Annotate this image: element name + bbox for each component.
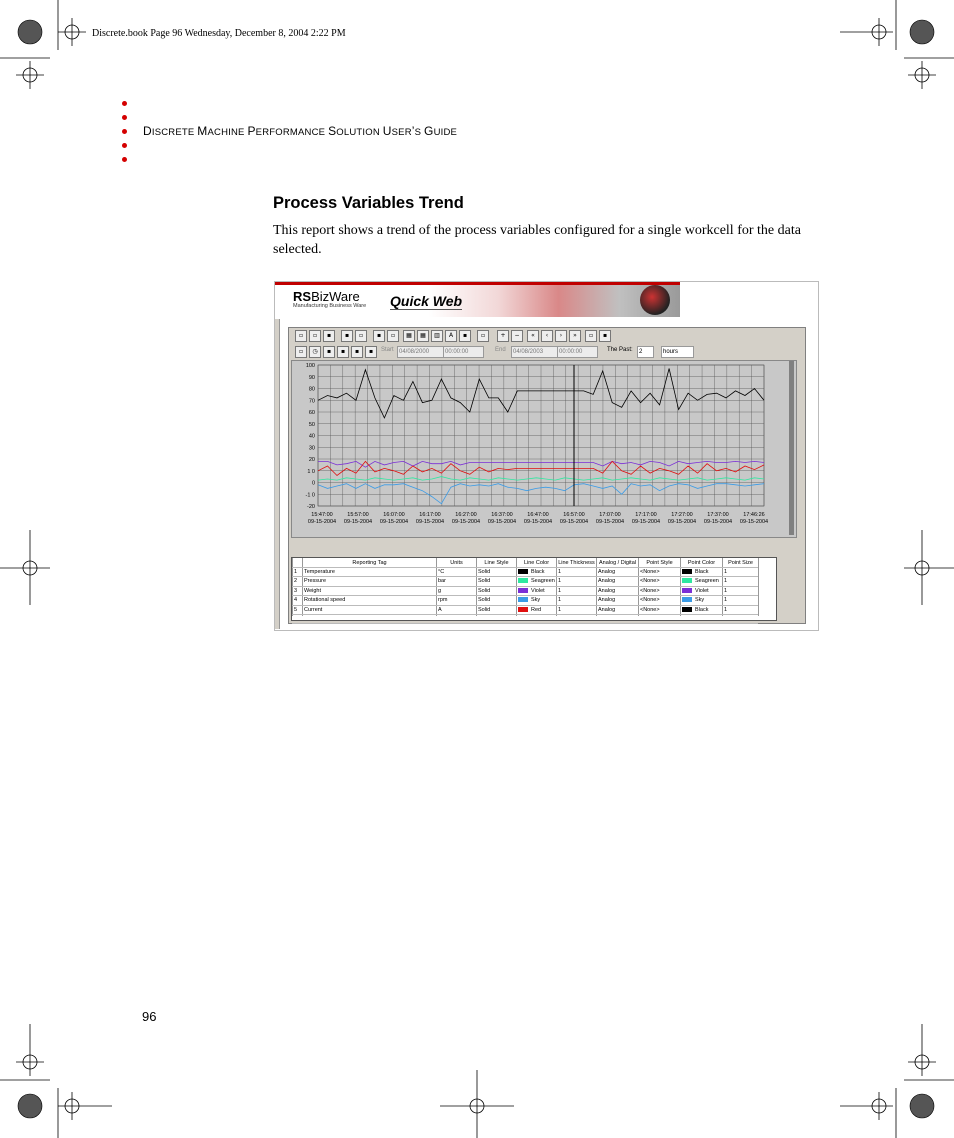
- point-color-select[interactable]: [682, 577, 721, 586]
- x-tick-date: 09-15-2004: [451, 519, 481, 525]
- x-tick-date: 09-15-2004: [415, 519, 445, 525]
- grid-header-cell: Line Thickness: [558, 560, 595, 566]
- color-name: Sky: [695, 597, 705, 604]
- cursor-icon[interactable]: ▫: [585, 330, 597, 342]
- grid-cell-psize: 1: [724, 587, 728, 594]
- x-tick-time: 16:47:00: [527, 512, 549, 518]
- point-color-select[interactable]: [682, 596, 721, 605]
- color-name: Black: [695, 569, 709, 575]
- color-swatch: [518, 578, 528, 583]
- grid-cell-units: g: [438, 587, 442, 594]
- left-frame-edge: [275, 319, 280, 629]
- chart-area: [291, 360, 797, 538]
- x-tick-date: 09-15-2004: [739, 519, 769, 525]
- margin-bullet: [122, 143, 127, 148]
- prev-icon[interactable]: ‹: [541, 330, 553, 342]
- x-tick-date: 09-15-2004: [379, 519, 409, 525]
- refresh-icon[interactable]: ▫: [295, 346, 307, 358]
- grid-cell-style: Solid: [478, 606, 491, 613]
- y-tick-label: 1 0: [307, 468, 315, 475]
- running-head-part: SER: [391, 127, 412, 138]
- grid-cell-units: rpm: [438, 597, 448, 604]
- margin-bullet: [122, 129, 127, 134]
- tag-grid: [291, 557, 777, 621]
- grid-cell-thick: 1: [558, 597, 562, 604]
- color-swatch: [682, 597, 692, 602]
- grid-cell-ad: Analog: [598, 578, 616, 585]
- color-swatch: [518, 597, 528, 602]
- color-swatch: [682, 578, 692, 583]
- table-icon[interactable]: ▦: [403, 330, 415, 342]
- point-color-select[interactable]: [682, 606, 721, 615]
- section-title: Process Variables Trend: [273, 194, 464, 212]
- color-name: Red: [531, 606, 542, 613]
- x-tick-date: 09-15-2004: [667, 519, 697, 525]
- zoom-out-icon[interactable]: −: [511, 330, 523, 342]
- logo-subtitle: Manufacturing Business Ware: [293, 303, 367, 309]
- x-tick-time: 16:27:00: [455, 512, 477, 518]
- grid-header-cell: Analog / Digital: [599, 560, 636, 566]
- x-tick-date: 09-15-2004: [307, 519, 337, 525]
- grid-cell-n: 2: [294, 578, 298, 585]
- x-tick-date: 09-15-2004: [703, 519, 733, 525]
- grid-cell-pstyle: <None>: [640, 569, 660, 575]
- toolbar-time: [291, 344, 801, 359]
- line-color-select[interactable]: [518, 596, 555, 605]
- report-screenshot: [274, 281, 819, 631]
- banner: [275, 282, 680, 317]
- end-label: End: [495, 347, 506, 353]
- grid-cell-style: Solid: [478, 587, 491, 594]
- color-swatch: [518, 569, 528, 574]
- y-tick-label: -20: [307, 504, 315, 510]
- running-head-part: ACHINE: [207, 127, 248, 138]
- end-date-field[interactable]: 04/08/2003: [511, 346, 558, 358]
- grid-cell-units: bar: [438, 578, 446, 585]
- y-tick-label: 40: [308, 433, 315, 440]
- font-icon[interactable]: A: [445, 330, 457, 342]
- x-tick-time: 17:37:00: [707, 512, 729, 518]
- margin-bullet: [122, 115, 127, 120]
- y-tick-label: 100: [305, 363, 315, 369]
- grid-cell-ad: Analog: [598, 597, 616, 604]
- x-tick-date: 09-15-2004: [523, 519, 553, 525]
- grid-cell-style: Solid: [478, 578, 491, 585]
- point-color-select[interactable]: [682, 587, 721, 596]
- running-head-part: ISCRETE: [151, 127, 198, 138]
- filter-icon[interactable]: ▪: [351, 346, 363, 358]
- x-tick-time: 16:37:00: [491, 512, 513, 518]
- start-date-field[interactable]: 04/08/2000: [397, 346, 444, 358]
- running-head-part: G: [424, 124, 434, 138]
- y-tick-label: 0: [311, 480, 315, 487]
- open-icon[interactable]: ▫: [309, 330, 321, 342]
- print-preview-icon[interactable]: ▫: [355, 330, 367, 342]
- running-head-part: S: [414, 127, 425, 138]
- unit-select[interactable]: hours: [661, 346, 694, 358]
- color-name: Black: [531, 569, 545, 575]
- point-color-select[interactable]: [682, 568, 721, 577]
- grid-header-cell: Reporting Tag: [352, 560, 387, 566]
- grid-cell-tag: Temperature: [304, 569, 335, 575]
- logo-rs-text: RS: [293, 289, 312, 304]
- grid-cell-psize: 1: [724, 597, 728, 604]
- options-icon[interactable]: ▫: [477, 330, 489, 342]
- page-number: 96: [142, 1009, 157, 1024]
- save-icon[interactable]: ▪: [323, 330, 335, 342]
- logo-bizware-text: BizWare: [311, 289, 360, 304]
- running-head-part: U: [382, 124, 392, 138]
- margin-bullet: [122, 157, 127, 162]
- x-tick-time: 17:27:00: [671, 512, 693, 518]
- grid-header-cell: Units: [450, 560, 463, 566]
- grid-header-cell: Line Style: [484, 560, 509, 566]
- properties-icon[interactable]: ▪: [459, 330, 471, 342]
- x-tick-date: 09-15-2004: [559, 519, 589, 525]
- banner-strip: [275, 282, 680, 285]
- color-name: Sky: [531, 597, 541, 604]
- y-tick-label: 90: [308, 374, 315, 381]
- color-name: Violet: [695, 587, 709, 594]
- grid-header-cell: Point Color: [687, 560, 716, 566]
- grid-cell-pstyle: <None>: [640, 606, 660, 613]
- the-past-label: The Past:: [607, 347, 633, 353]
- line-color-select[interactable]: [518, 577, 555, 586]
- grid-cell-psize: 1: [724, 606, 728, 613]
- grid-icon[interactable]: ▦: [417, 330, 429, 342]
- color-name: Seagreen: [695, 578, 719, 585]
- print-icon[interactable]: ▪: [341, 330, 353, 342]
- toolbar-main: [291, 328, 801, 343]
- color-swatch: [518, 588, 528, 593]
- y-tick-label: 50: [308, 421, 315, 428]
- grid-cell-ad: Analog: [598, 587, 616, 594]
- trend-viewer: [288, 327, 806, 624]
- x-tick-time: 16:57:00: [563, 512, 585, 518]
- running-head-part: P: [247, 124, 256, 138]
- grid-cell-n: 3: [294, 587, 298, 594]
- grid-cell-psize: 1: [724, 578, 728, 585]
- running-head-part: UIDE: [433, 127, 458, 138]
- y-tick-label: -1 0: [305, 492, 315, 499]
- alarm-icon[interactable]: ▪: [323, 346, 335, 358]
- quick-web-logo: Quick Web: [390, 293, 463, 309]
- export-icon[interactable]: ▪: [373, 330, 385, 342]
- x-tick-time: 15:47:00: [311, 512, 333, 518]
- color-swatch: [518, 607, 528, 612]
- clock-icon[interactable]: ◷: [309, 346, 321, 358]
- first-icon[interactable]: «: [527, 330, 539, 342]
- print-header: Discrete.book Page 96 Wednesday, December 8, 2004 2:22 PM: [92, 28, 346, 39]
- start-label: Start: [381, 347, 394, 353]
- rsbizware-logo: [293, 289, 360, 304]
- line-color-select[interactable]: [518, 568, 555, 577]
- banner-graphic: [640, 285, 670, 315]
- color-swatch: [682, 588, 692, 593]
- grid-cell-n: 4: [294, 597, 298, 604]
- next-icon[interactable]: ›: [555, 330, 567, 342]
- grid-cell-pstyle: <None>: [640, 587, 660, 594]
- margin-bullet: [122, 101, 127, 106]
- settings-icon[interactable]: ▪: [365, 346, 377, 358]
- grid-cell-thick: 1: [558, 587, 562, 594]
- grid-cell-tag: Rotational speed: [304, 597, 346, 604]
- x-tick-time: 16:07:00: [383, 512, 405, 518]
- running-head-part: M: [197, 124, 208, 138]
- the-past-input[interactable]: 2: [637, 346, 654, 358]
- grid-cell-pstyle: <None>: [640, 578, 660, 585]
- running-head-part: OLUTION: [336, 127, 383, 138]
- y-tick-label: 80: [308, 386, 315, 393]
- running-head-part: D: [143, 124, 152, 138]
- grid-cell-tag: Pressure: [304, 578, 327, 585]
- grid-cell-style: Solid: [478, 569, 491, 575]
- grid-header-cell: Point Size: [728, 560, 753, 566]
- running-head-part: ’: [411, 124, 415, 138]
- grid-cell-n: 5: [294, 606, 298, 613]
- line-color-select[interactable]: [518, 587, 555, 596]
- grid-cell-style: Solid: [478, 597, 491, 604]
- color-name: Black: [695, 606, 709, 613]
- grid-cell-pstyle: <None>: [640, 597, 660, 604]
- grid-cell-thick: 1: [558, 606, 562, 613]
- grid-cell-units: °C: [438, 569, 445, 575]
- zoom-in-icon[interactable]: +: [497, 330, 509, 342]
- x-tick-time: 17:17:00: [635, 512, 657, 518]
- grid-cell-thick: 1: [558, 578, 562, 585]
- grid-cell-tag: Current: [304, 606, 323, 613]
- running-head: [143, 124, 457, 138]
- color-name: Seagreen: [531, 578, 555, 585]
- columns-icon[interactable]: ▥: [431, 330, 443, 342]
- trend-chart: [292, 361, 796, 537]
- line-color-select[interactable]: [518, 606, 555, 615]
- y-tick-label: 20: [308, 457, 315, 463]
- running-head-part: ERFORMANCE: [255, 127, 329, 138]
- x-tick-time: 15:57:00: [347, 512, 369, 518]
- x-tick-date: 09-15-2004: [343, 519, 373, 525]
- x-tick-date: 09-15-2004: [487, 519, 517, 525]
- color-swatch: [682, 607, 692, 612]
- chart-scrollbar[interactable]: [789, 361, 794, 535]
- x-tick-date: 09-15-2004: [595, 519, 625, 525]
- grid-cell-n: 1: [294, 569, 298, 575]
- grid-header-cell: Line Color: [523, 560, 550, 566]
- grid-cell-psize: 1: [724, 569, 728, 575]
- user-icon[interactable]: ▪: [337, 346, 349, 358]
- grid-cell-thick: 1: [558, 569, 562, 575]
- x-tick-time: 17:46:26: [743, 512, 765, 518]
- running-head-part: S: [328, 124, 337, 138]
- new-icon[interactable]: ▫: [295, 330, 307, 342]
- grid-header-cell: Point Style: [646, 560, 673, 566]
- end-time-field[interactable]: 00:00:00: [557, 346, 598, 358]
- start-time-field[interactable]: 00:00:00: [443, 346, 484, 358]
- grid-cell-ad: Analog: [598, 606, 616, 613]
- color-name: Violet: [531, 587, 545, 594]
- x-tick-time: 16:17:00: [419, 512, 441, 518]
- grid-cell-units: A: [438, 606, 442, 613]
- grid-cell-ad: Analog: [598, 569, 616, 575]
- x-tick-time: 17:07:00: [599, 512, 621, 518]
- y-tick-label: 70: [308, 398, 315, 405]
- grid-cell-tag: Weight: [304, 587, 322, 594]
- color-swatch: [682, 569, 692, 574]
- y-tick-label: 60: [308, 410, 315, 416]
- x-tick-date: 09-15-2004: [631, 519, 661, 525]
- help-icon[interactable]: ▪: [599, 330, 611, 342]
- intro-paragraph: This report shows a trend of the process variables configured for a single workcell for the data selected.: [273, 223, 801, 257]
- y-tick-label: 30: [308, 445, 315, 452]
- copy-icon[interactable]: ▫: [387, 330, 399, 342]
- last-icon[interactable]: »: [569, 330, 581, 342]
